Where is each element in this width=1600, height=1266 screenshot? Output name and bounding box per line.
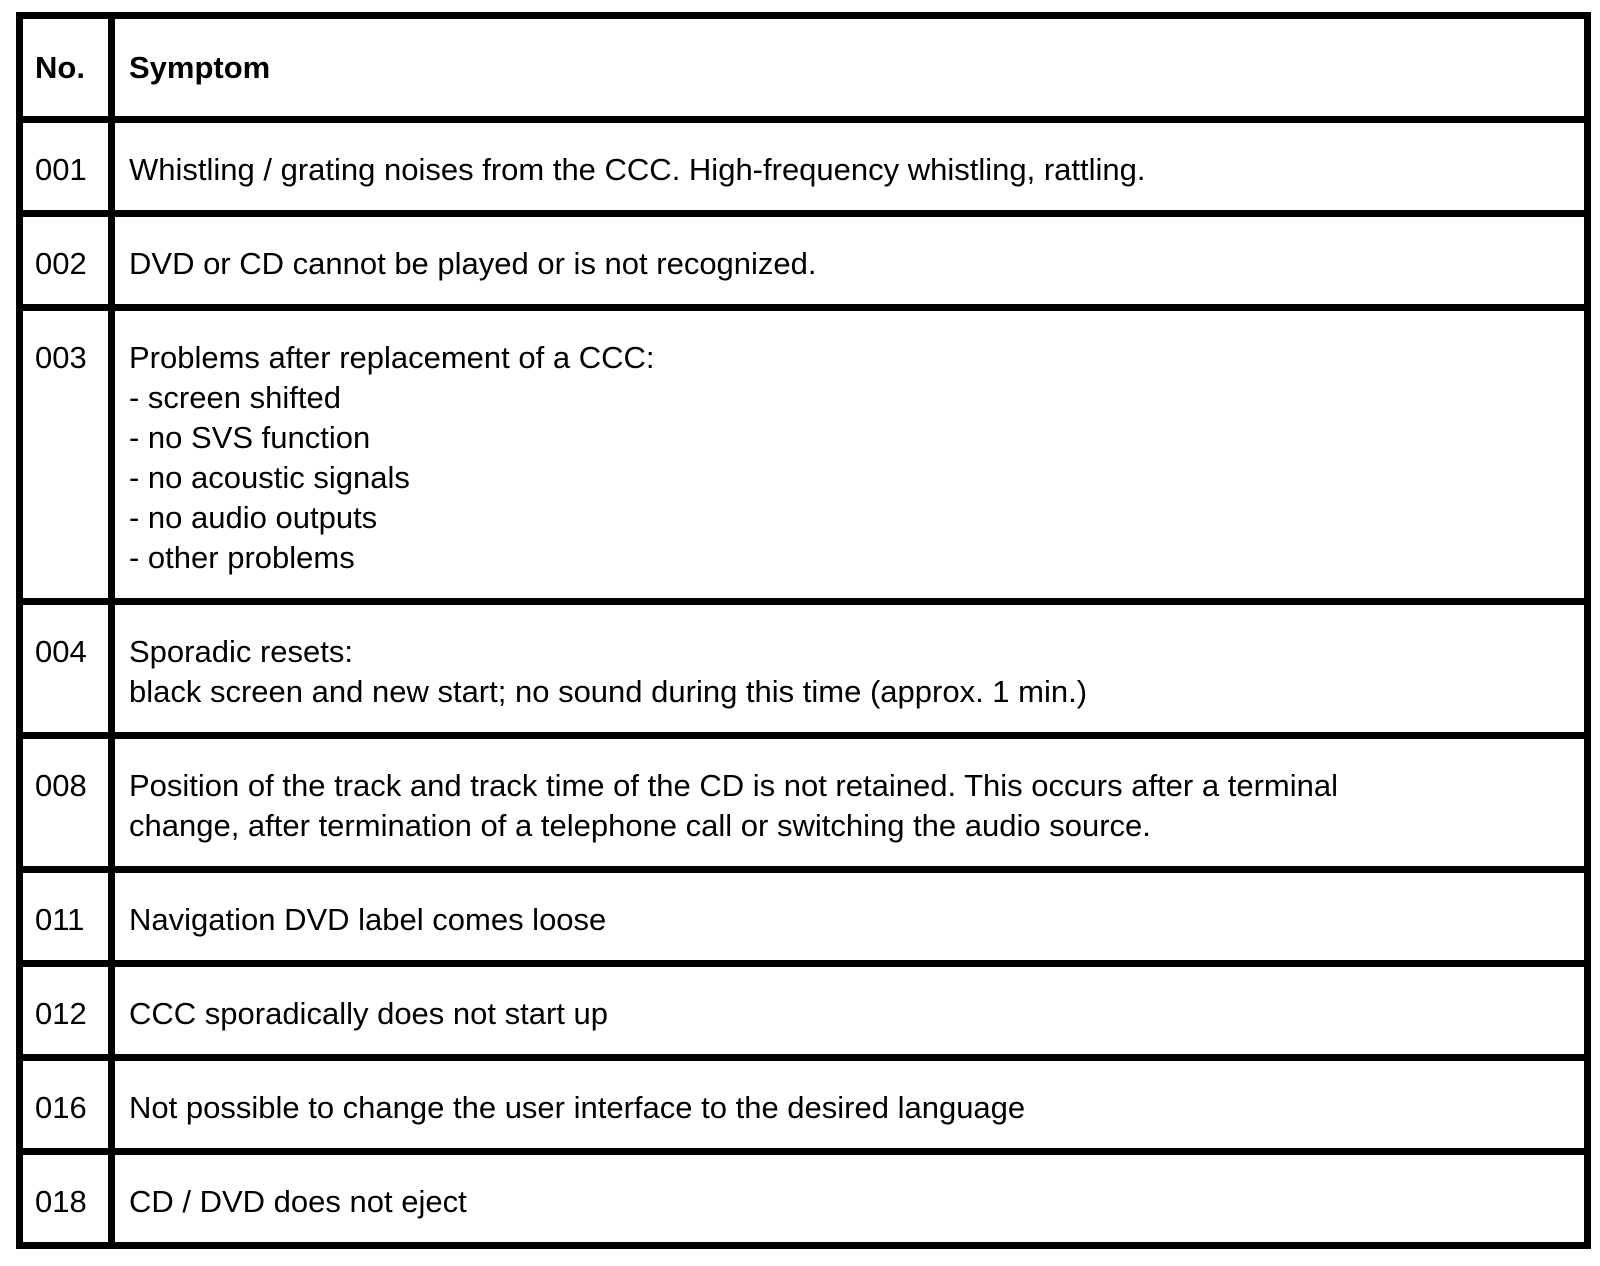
table-row: [20, 602, 1588, 736]
symptom-line: black screen and new start; no sound during this time (approx. 1 min.): [129, 674, 1088, 709]
symptom-line: - no SVS function: [129, 420, 371, 455]
symptom-line: - screen shifted: [129, 380, 341, 415]
table-header-row: [20, 16, 1588, 120]
row-symptom: [112, 308, 1588, 602]
row-symptom: [112, 1058, 1588, 1152]
symptom-table: [16, 12, 1591, 1249]
symptom-line: CCC sporadically does not start up: [129, 996, 609, 1031]
table-row: [20, 870, 1588, 964]
row-symptom: [112, 1152, 1588, 1246]
symptom-line: - no audio outputs: [129, 500, 378, 535]
row-number: 001: [20, 120, 112, 214]
row-symptom: [112, 214, 1588, 308]
row-number: 004: [20, 602, 112, 736]
row-number: 008: [20, 736, 112, 870]
table-row: [20, 308, 1588, 602]
row-symptom: [112, 870, 1588, 964]
symptom-line: - other problems: [129, 540, 355, 575]
row-symptom: [112, 964, 1588, 1058]
symptom-line: Position of the track and track time of the CD is not retained. This occurs after a terminal: [129, 768, 1338, 803]
table-row: [20, 214, 1588, 308]
row-number: 018: [20, 1152, 112, 1246]
table-body: [20, 120, 1588, 1246]
symptom-table-container: [16, 12, 1584, 1249]
row-symptom: [112, 120, 1588, 214]
symptom-line: - no acoustic signals: [129, 460, 410, 495]
symptom-line: Problems after replacement of a CCC:: [129, 340, 655, 375]
row-symptom: [112, 736, 1588, 870]
table-row: [20, 1152, 1588, 1246]
symptom-line: Navigation DVD label comes loose: [129, 902, 607, 937]
row-number: 011: [20, 870, 112, 964]
symptom-line: Whistling / grating noises from the CCC. High-frequency whistling, rattling.: [129, 152, 1146, 187]
row-number: 012: [20, 964, 112, 1058]
row-number: 002: [20, 214, 112, 308]
symptom-line: Not possible to change the user interface to the desired language: [129, 1090, 1026, 1125]
table-row: [20, 1058, 1588, 1152]
table-row: [20, 120, 1588, 214]
row-number: 016: [20, 1058, 112, 1152]
symptom-line: change, after termination of a telephone call or switching the audio source.: [129, 808, 1151, 843]
symptom-line: DVD or CD cannot be played or is not recognized.: [129, 246, 817, 281]
row-symptom: [112, 602, 1588, 736]
header-symptom: Symptom: [112, 16, 1588, 120]
table-row: [20, 964, 1588, 1058]
symptom-line: Sporadic resets:: [129, 634, 353, 669]
row-number: 003: [20, 308, 112, 602]
table-row: [20, 736, 1588, 870]
header-no: No.: [20, 16, 112, 120]
symptom-line: CD / DVD does not eject: [129, 1184, 467, 1219]
